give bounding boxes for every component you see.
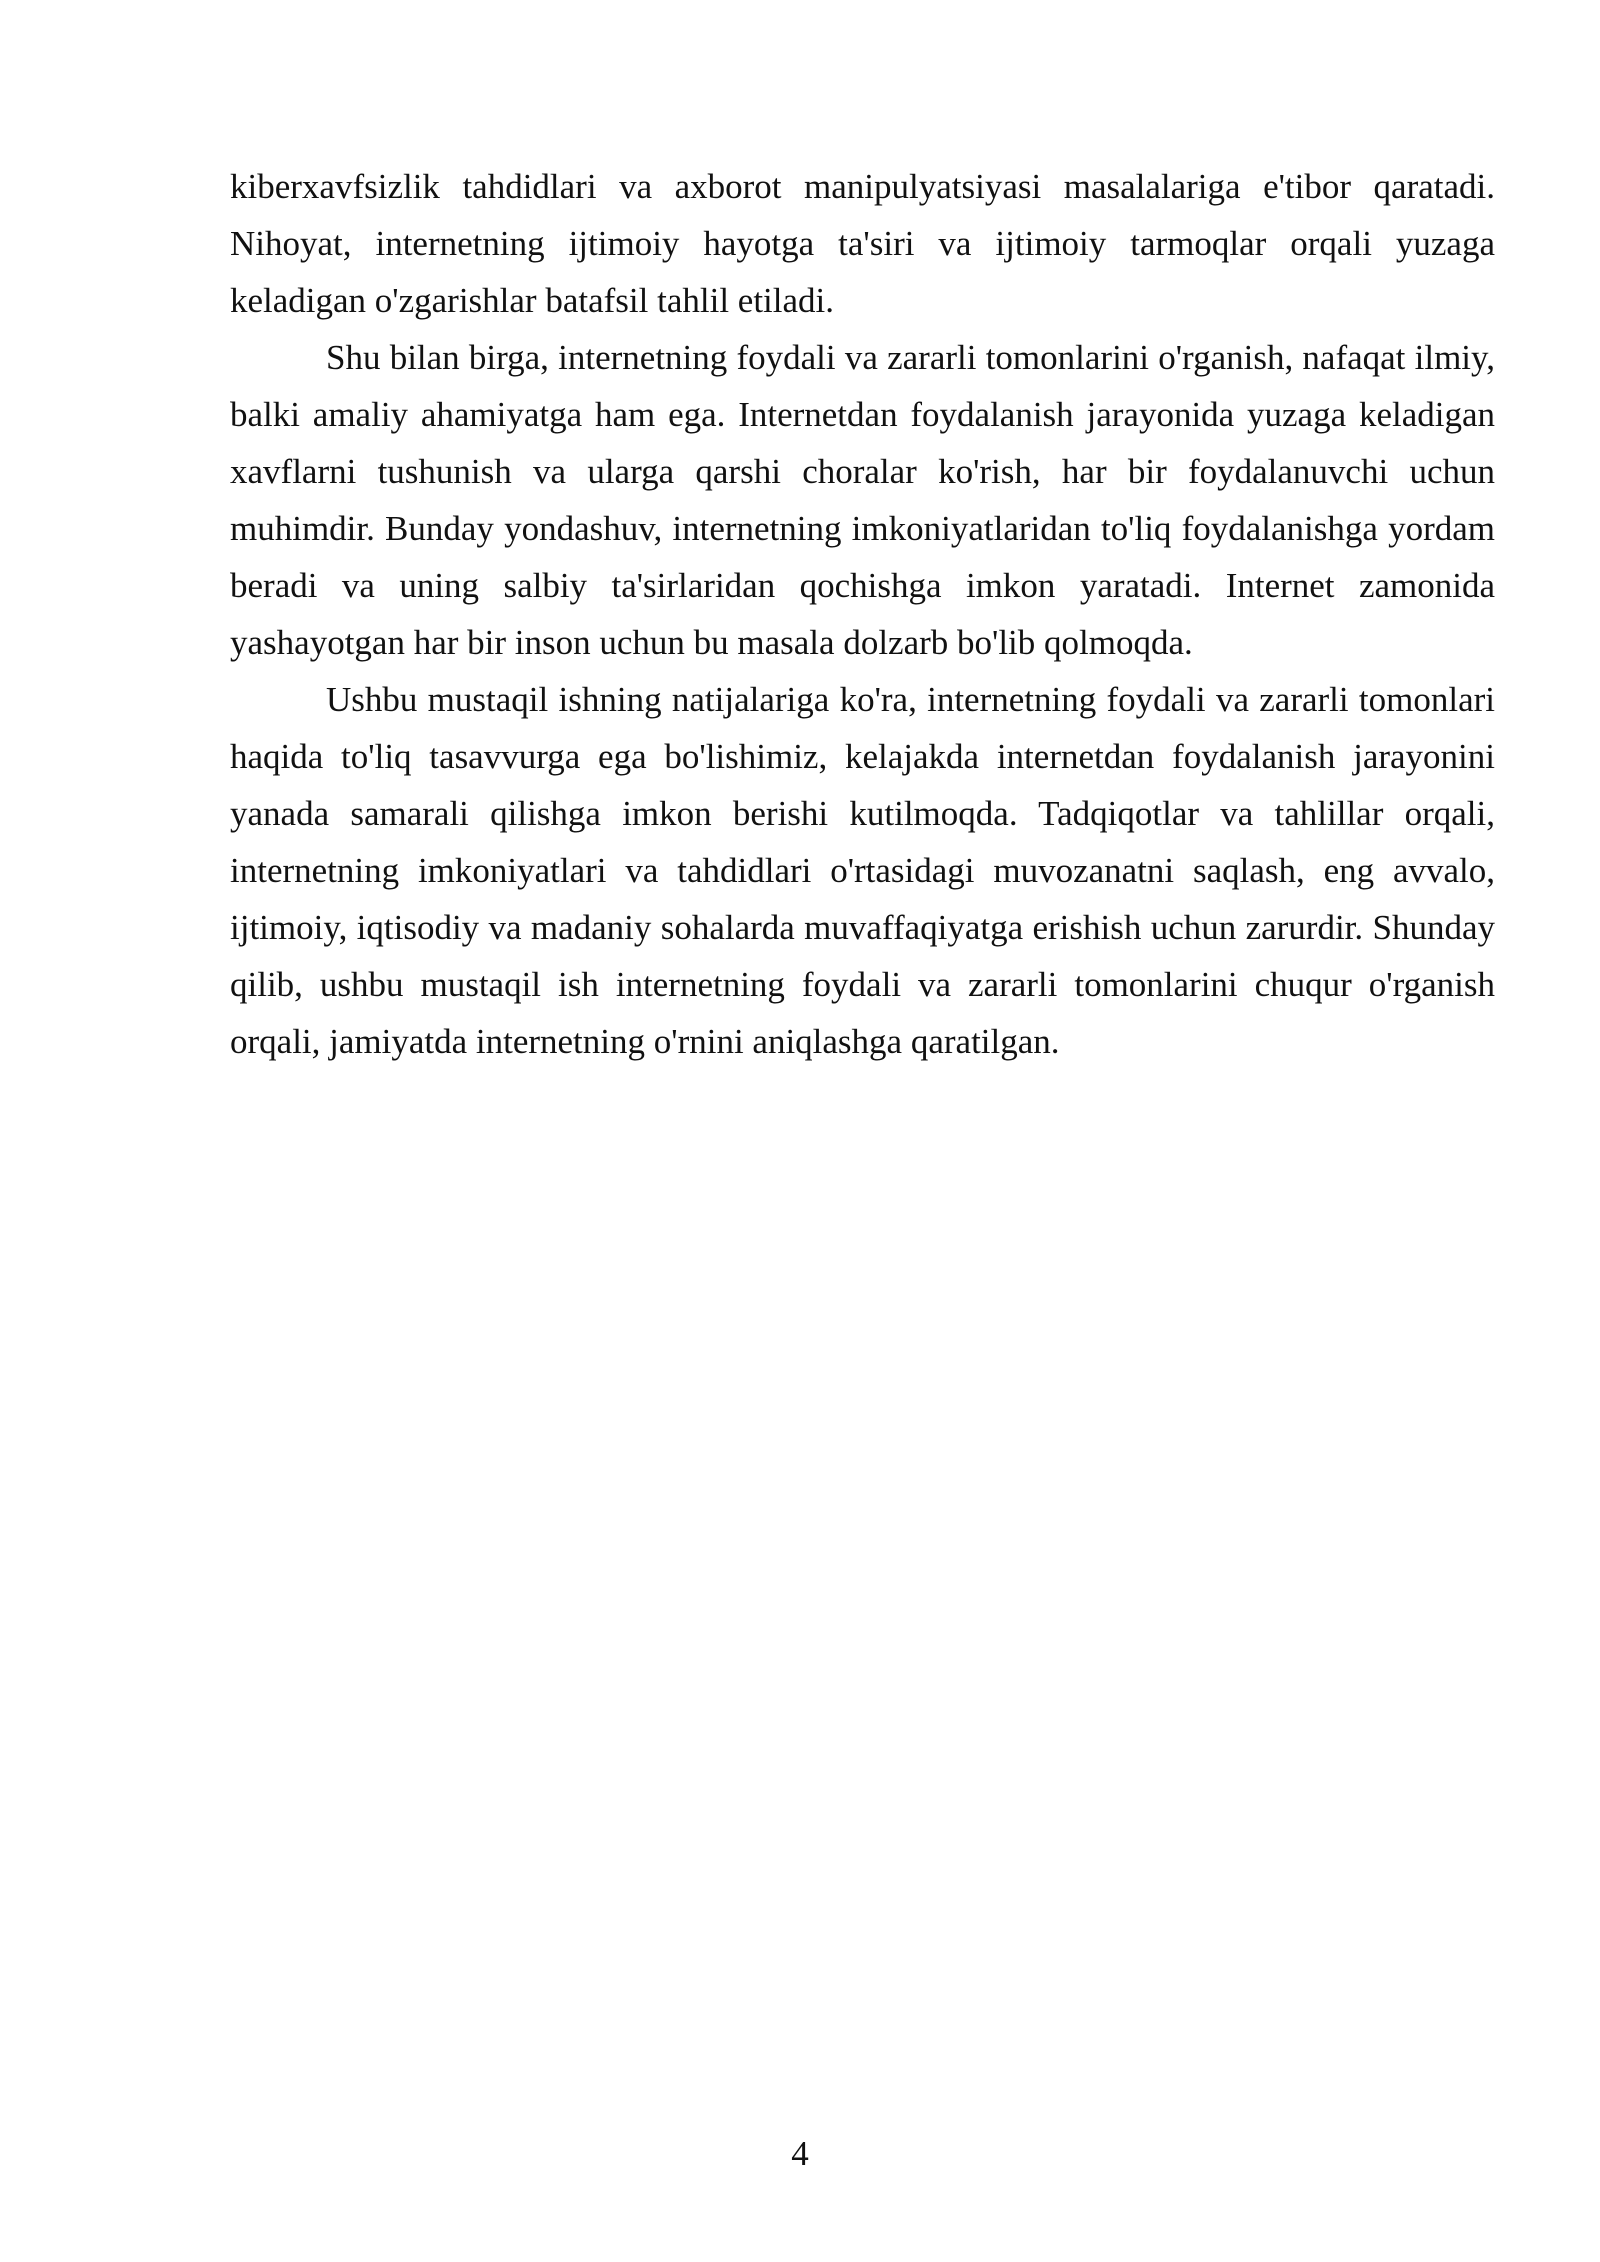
paragraph-continuation: kiberxavfsizlik tahdidlari va axborot manipulyatsiyasi masalalariga e'tibor qaratadi. Nihoyat, internetning ijtimoiy hayotga ta'siri va ijtimoiy tarmoqlar orqali yuzaga keladigan o'zgarishlar batafsil tahlil etiladi. xyxy=(230,167,1495,320)
body-text xyxy=(230,158,1495,1070)
page-number: 4 xyxy=(791,2134,809,2173)
paragraph-significance: Shu bilan birga, internetning foydali va zararli tomonlarini o'rganish, nafaqat ilmiy, balki amaliy ahamiyatga ham ega. Internetdan foydalanish jarayonida yuzaga keladigan xavflarni tushunish va ularga qarshi choralar ko'rish, har bir foydalanuvchi uchun muhimdir. Bunday yondashuv, internetning imkoniyatlaridan to'liq foydalanishga yordam beradi va uning salbiy ta'sirlaridan qochishga imkon yaratadi. Internet zamonida yashayotgan har bir inson uchun bu masala dolzarb bo'lib qolmoqda. xyxy=(230,338,1495,662)
paragraph-conclusion: Ushbu mustaqil ishning natijalariga ko'ra, internetning foydali va zararli tomonlari haqida to'liq tasavvurga ega bo'lishimiz, kelajakda internetdan foydalanish jarayonini yanada samarali qilishga imkon berishi kutilmoqda. Tadqiqotlar va tahlillar orqali, internetning imkoniyatlari va tahdidlari o'rtasidagi muvozanatni saqlash, eng avvalo, ijtimoiy, iqtisodiy va madaniy sohalarda muvaffaqiyatga erishish uchun zarurdir. Shunday qilib, ushbu mustaqil ish internetning foydali va zararli tomonlarini chuqur o'rganish orqali, jamiyatda internetning o'rnini aniqlashga qaratilgan. xyxy=(230,680,1495,1061)
